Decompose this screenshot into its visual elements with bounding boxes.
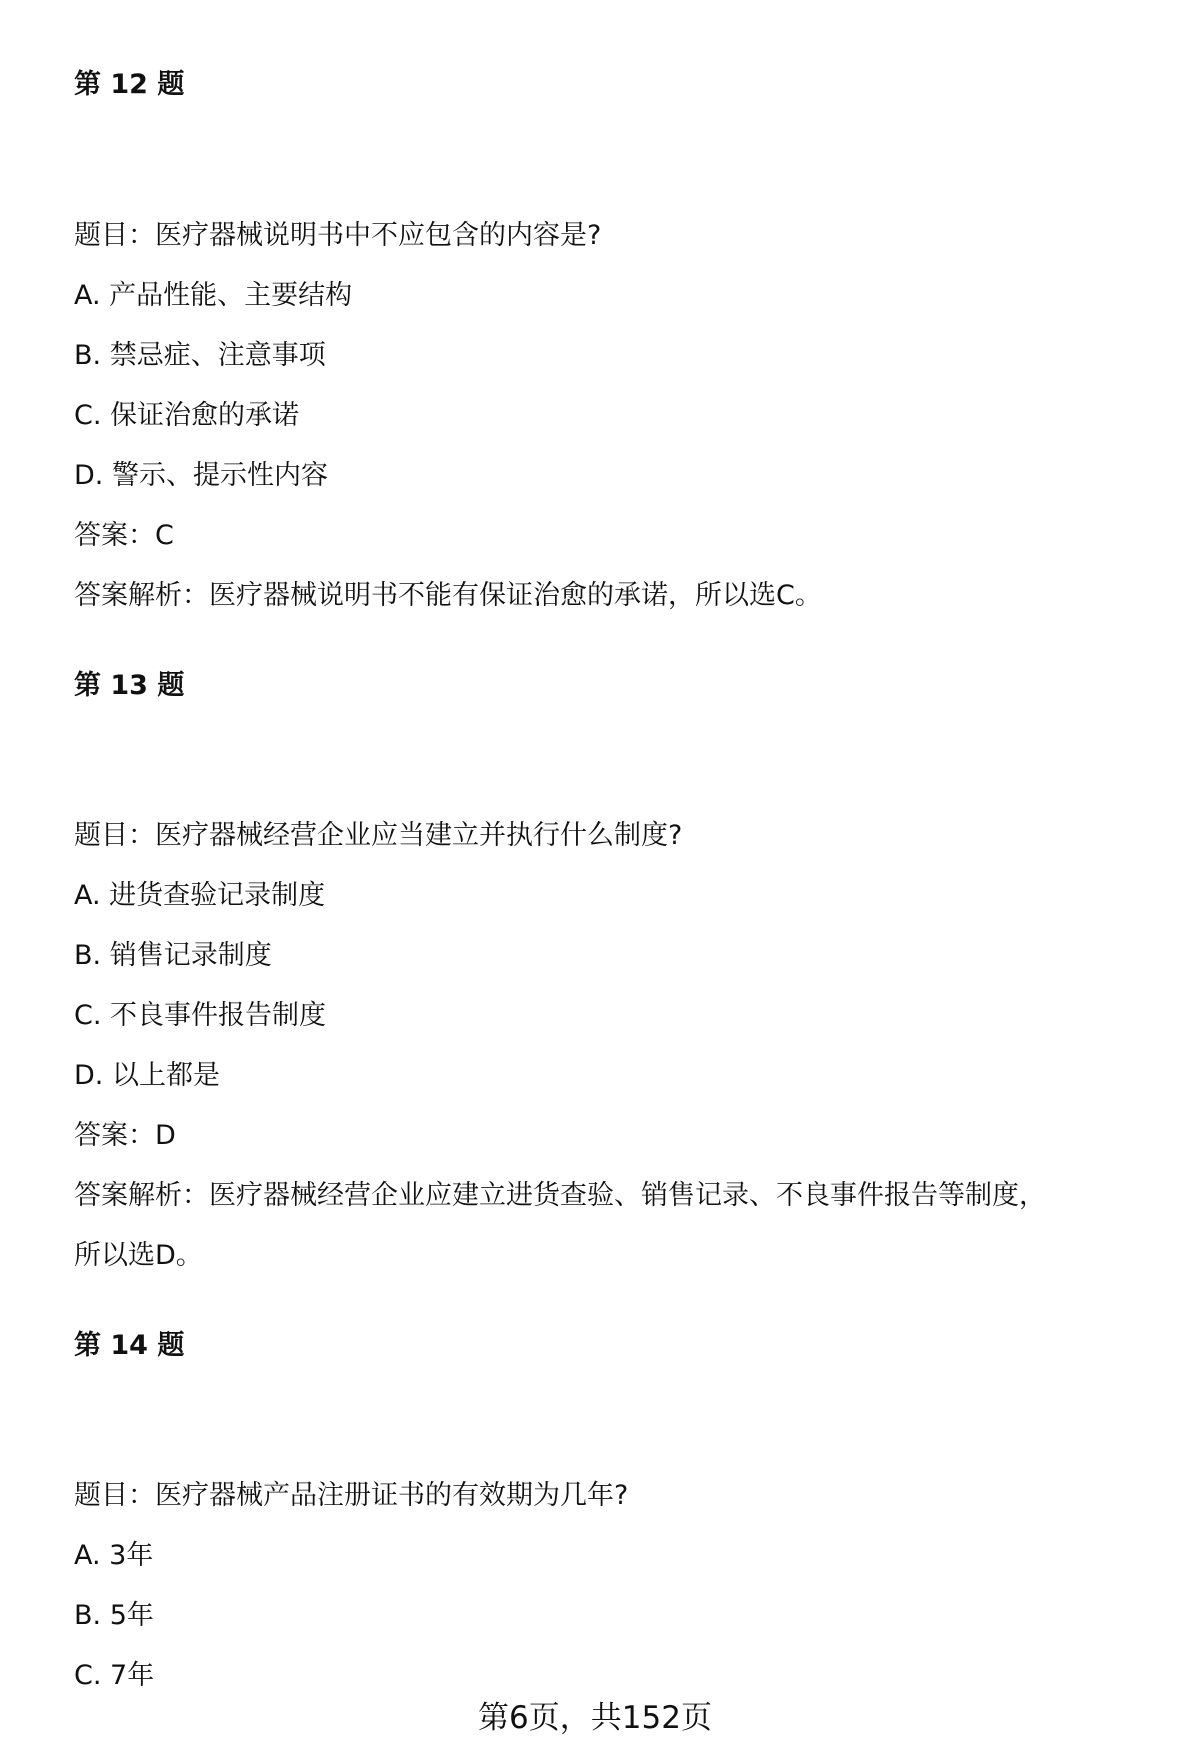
option-a: A. 产品性能、主要结构 — [74, 280, 353, 311]
question-stem: 题目：医疗器械经营企业应当建立并执行什么制度? — [74, 820, 683, 851]
question-heading: 第 13 题 — [74, 670, 185, 701]
answer: 答案：D — [74, 1120, 176, 1151]
option-b: B. 5年 — [74, 1600, 154, 1631]
option-a: A. 进货查验记录制度 — [74, 880, 326, 911]
question-heading: 第 12 题 — [74, 69, 185, 100]
option-b: B. 禁忌症、注意事项 — [74, 340, 326, 371]
answer-explanation: 答案解析：医疗器械说明书不能有保证治愈的承诺，所以选C。 — [74, 580, 822, 611]
option-d: D. 以上都是 — [74, 1060, 220, 1091]
option-c: C. 保证治愈的承诺 — [74, 400, 300, 431]
option-c: C. 7年 — [74, 1660, 155, 1691]
option-b: B. 销售记录制度 — [74, 940, 272, 971]
question-stem: 题目：医疗器械说明书中不应包含的内容是? — [74, 220, 602, 251]
option-d: D. 警示、提示性内容 — [74, 460, 328, 491]
question-stem: 题目：医疗器械产品注册证书的有效期为几年? — [74, 1480, 629, 1511]
option-c: C. 不良事件报告制度 — [74, 1000, 327, 1031]
answer-explanation: 答案解析：医疗器械经营企业应建立进货查验、销售记录、不良事件报告等制度， — [74, 1180, 1046, 1211]
option-a: A. 3年 — [74, 1540, 154, 1571]
answer-explanation-continued: 所以选D。 — [74, 1240, 203, 1271]
page-indicator: 第6页，共152页 — [478, 1700, 712, 1736]
answer: 答案：C — [74, 520, 174, 551]
question-heading: 第 14 题 — [74, 1330, 185, 1361]
